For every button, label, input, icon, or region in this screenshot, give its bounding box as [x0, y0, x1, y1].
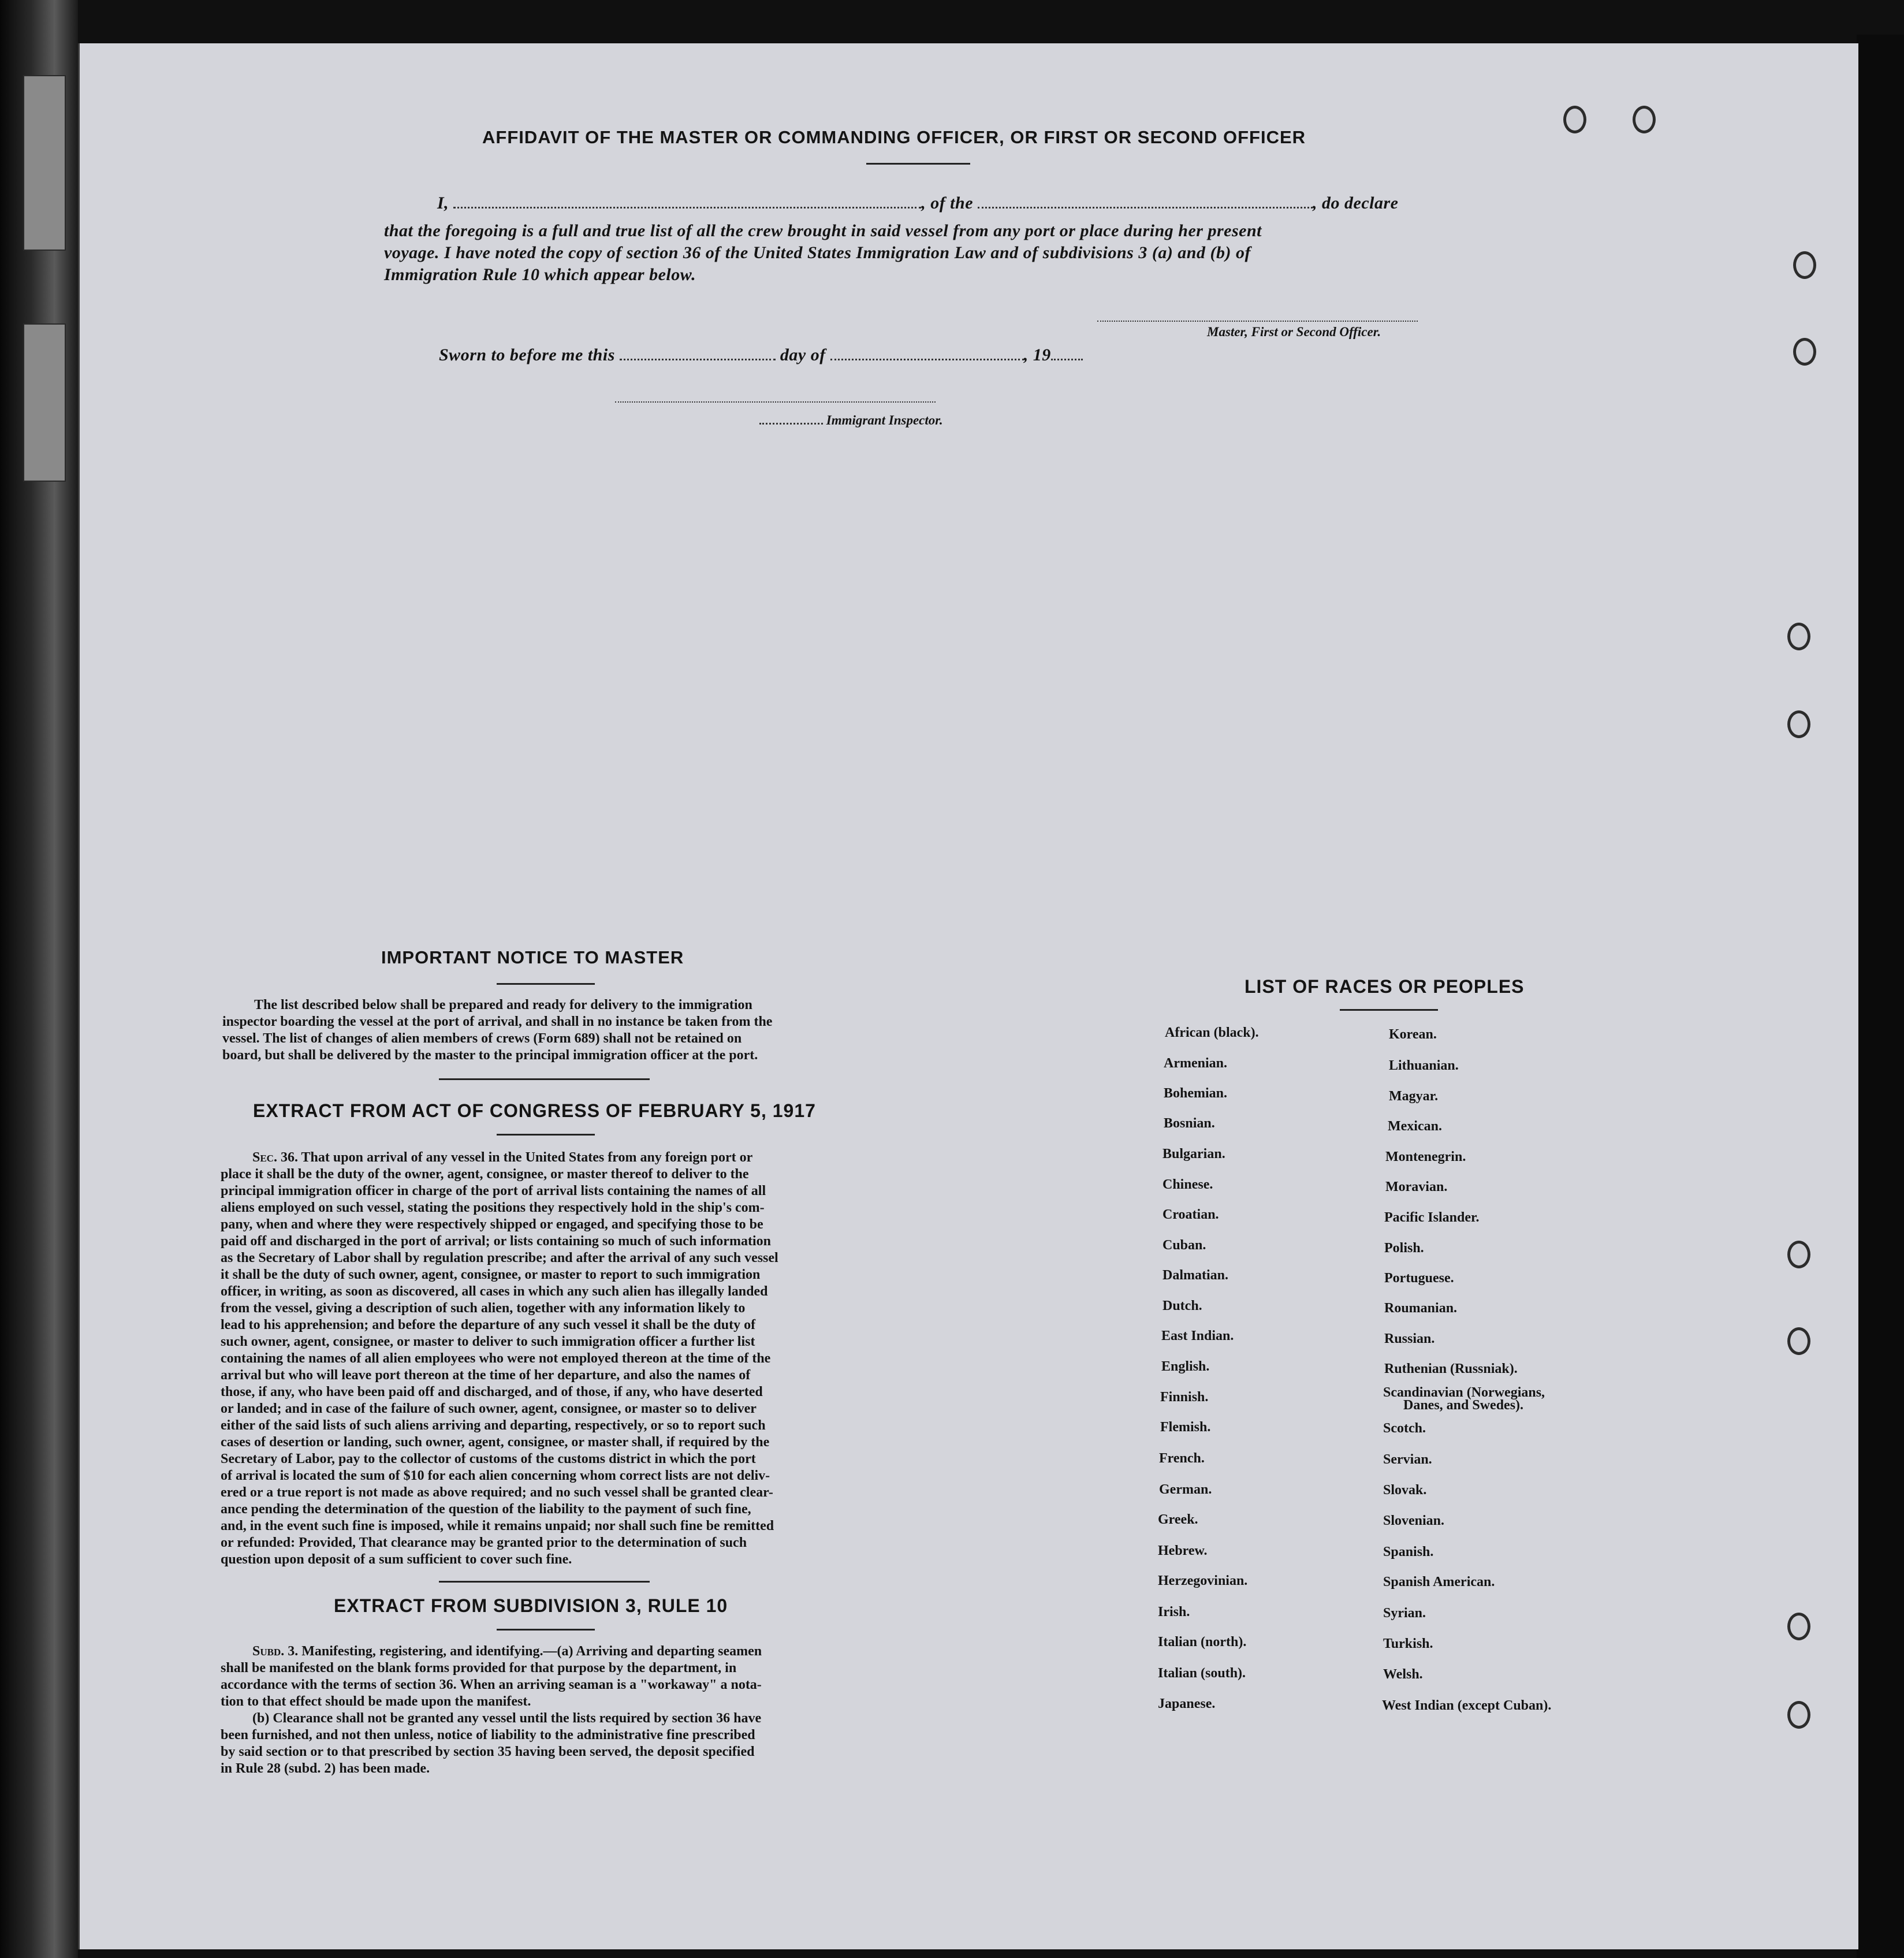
signature-line [1097, 321, 1418, 323]
act-line: or landed; and in case of the failure of such owner, agent, consignee, or master so to deliver [221, 1401, 757, 1416]
act-line: cases of desertion or landing, such owner, agent, consignee, or master shall, if required by the [221, 1435, 770, 1450]
act-line: ance pending the determination of the question of the liability to the payment of such fine, [221, 1502, 751, 1517]
rule-line: accordance with the terms of section 36. When an arriving seaman is a "workaway" a nota- [221, 1677, 762, 1692]
rule-line: (b) Clearance shall not be granted any vessel until the lists required by section 36 have [252, 1711, 762, 1726]
act-line [221, 1149, 863, 1166]
act-line: or refunded: Provided, That clearance may be granted prior to the determination of such [221, 1535, 747, 1550]
act-line: principal immigration officer in charge of the port of arrival lists containing the names of all [221, 1183, 766, 1198]
punch-hole-icon [1787, 1613, 1810, 1640]
race-left: Irish. [1158, 1605, 1190, 1620]
affidavit-line-2: that the foregoing is a full and true list of all the crew brought in said vessel from any port or place during her present [384, 221, 1262, 240]
race-left: Finnish. [1160, 1390, 1209, 1405]
subd-label: Subd. 3. [252, 1644, 299, 1659]
race-right: Danes, and Swedes). [1403, 1398, 1524, 1413]
rule-line: by said section or to that prescribed by section 35 having been served, the deposit specified [221, 1744, 755, 1759]
affidavit-line-1 [437, 193, 1398, 213]
punch-hole-icon [1633, 106, 1656, 133]
rule-title: EXTRACT FROM SUBDIVISION 3, RULE 10 [334, 1595, 728, 1616]
race-right: Mexican. [1388, 1119, 1442, 1134]
act-line: either of the said lists of such aliens arriving and departing, respectively, or so to report such [221, 1418, 766, 1433]
act-line: and, in the event such fine is imposed, while it remains unpaid; nor shall such fine be remitted [221, 1518, 774, 1533]
name-blank [453, 203, 921, 209]
sworn-line [439, 345, 1083, 365]
inspector-dots [759, 420, 823, 425]
affidavit-i: I, [437, 193, 449, 213]
act-line: paid off and discharged in the port of arrival; or lists containing so much of such information [221, 1234, 771, 1249]
race-right: Scotch. [1383, 1421, 1426, 1436]
race-right: Pacific Islander. [1384, 1210, 1480, 1225]
race-left: Armenian. [1164, 1056, 1227, 1071]
act-line: as the Secretary of Labor shall by regulation prescribe; and after the arrival of any such vessel [221, 1250, 778, 1265]
affidavit-line-4: Immigration Rule 10 which appear below. [384, 265, 696, 284]
race-left: English. [1161, 1359, 1210, 1374]
race-right: Spanish American. [1383, 1574, 1495, 1590]
act-line: of arrival is located the sum of $10 for each alien concerning whom correct lists are not deliv- [221, 1468, 770, 1483]
act-line: from the vessel, giving a description of such alien, together with any information likely to [221, 1301, 746, 1316]
day-blank [620, 355, 776, 360]
race-right: Lithuanian. [1389, 1058, 1459, 1073]
punch-hole-icon [1793, 251, 1816, 279]
race-right: Spanish. [1383, 1544, 1434, 1559]
master-caption: Master, First or Second Officer. [1207, 325, 1381, 339]
race-left: African (black). [1165, 1025, 1259, 1040]
race-right-multiline [1383, 1386, 1545, 1412]
affidavit-line-3: voyage. I have noted the copy of section 36 of the United States Immigration Law and of subdivisions 3 (a) and (b) of [384, 243, 1251, 262]
act-line: those, if any, who have been paid off and discharged, and of those, if any, who have deserted [221, 1384, 763, 1399]
scan-left-edge [0, 0, 78, 1958]
day-of-label: day of [780, 345, 826, 364]
race-left: Hebrew. [1158, 1543, 1208, 1558]
notice-line: inspector boarding the vessel at the port of arrival, and shall in no instance be taken from the [222, 1014, 773, 1029]
race-right: Ruthenian (Russniak). [1384, 1361, 1518, 1376]
rule-line: in Rule 28 (subd. 2) has been made. [221, 1761, 430, 1776]
affidavit-do-declare: , do declare [1313, 193, 1399, 213]
race-right: Korean. [1389, 1027, 1437, 1042]
notice-line: vessel. The list of changes of alien members of crews (Form 689) shall not be retained on [222, 1031, 742, 1046]
vessel-blank [978, 203, 1313, 209]
race-left: Bohemian. [1164, 1086, 1228, 1101]
race-right: Turkish. [1383, 1636, 1433, 1651]
race-right: Portuguese. [1384, 1271, 1454, 1286]
scan-edge-strip [23, 323, 66, 482]
act-line: such owner, agent, consignee, or master to deliver to such immigration officer a further list [221, 1334, 755, 1349]
year-label: , 19 [1023, 345, 1051, 364]
act-line: lead to his apprehension; and before the departure of any such vessel it shall be the duty of [221, 1317, 756, 1332]
punch-hole-icon [1563, 106, 1586, 133]
race-right: Slovenian. [1383, 1513, 1445, 1528]
race-right: Roumanian. [1384, 1301, 1458, 1316]
act-line: place it shall be the duty of the owner, agent, consignee, or master thereof to deliver to the [221, 1167, 749, 1182]
inspector-signature-line [615, 401, 936, 404]
race-left: Herzegovinian. [1158, 1573, 1248, 1588]
race-left: Italian (south). [1158, 1666, 1246, 1681]
punch-hole-icon [1787, 1327, 1810, 1355]
act-title: EXTRACT FROM ACT OF CONGRESS OF FEBRUARY 5, 1917 [253, 1100, 816, 1121]
race-left: Flemish. [1160, 1420, 1211, 1435]
race-left: Chinese. [1162, 1177, 1213, 1192]
scan-right-border [1857, 35, 1904, 1958]
race-left: Greek. [1158, 1512, 1198, 1527]
month-blank [830, 355, 1024, 360]
act-line: aliens employed on such vessel, stating the positions they respectively hold in the ship's com- [221, 1200, 765, 1215]
divider [497, 983, 595, 985]
race-right: Slovak. [1383, 1483, 1427, 1498]
race-left: East Indian. [1161, 1328, 1234, 1343]
act-line: officer, in writing, as soon as discovered, all cases in which any such alien has illegally landed [221, 1284, 768, 1299]
year-blank [1051, 355, 1083, 360]
race-left: Cuban. [1162, 1238, 1206, 1253]
act-line: it shall be the duty of such owner, agent, consignee, or master to report to such immigration [221, 1267, 761, 1282]
notice-line: The list described below shall be prepared and ready for delivery to the immigration [254, 997, 752, 1012]
rule-body [221, 1643, 863, 1777]
race-left: Dalmatian. [1162, 1268, 1228, 1283]
race-right: Russian. [1384, 1331, 1435, 1346]
rule-line: been furnished, and not then unless, notice of liability to the administrative fine prescribed [221, 1728, 755, 1743]
race-right: Syrian. [1383, 1606, 1426, 1621]
divider [1340, 1009, 1438, 1011]
act-line: Secretary of Labor, pay to the collector of customs of the customs district in which the port [221, 1451, 756, 1466]
race-left: Dutch. [1162, 1298, 1202, 1313]
race-right: Servian. [1383, 1452, 1432, 1467]
affidavit-of-the: , of the [921, 193, 974, 213]
divider [866, 163, 970, 165]
punch-hole-icon [1787, 1701, 1810, 1729]
race-left: Bosnian. [1164, 1116, 1215, 1131]
race-right: Polish. [1384, 1241, 1424, 1256]
divider [439, 1581, 650, 1583]
act-line: arrival but who will leave port thereon at the time of her departure, and also the names of [221, 1368, 751, 1383]
inspector-caption [759, 413, 943, 428]
race-right: Welsh. [1383, 1667, 1423, 1682]
rule-line [221, 1643, 863, 1660]
rule-line-text: Manifesting, registering, and identifying.—(a) Arriving and departing seamen [301, 1644, 762, 1659]
divider [439, 1078, 650, 1080]
divider [497, 1629, 595, 1631]
divider [497, 1134, 595, 1136]
punch-hole-icon [1787, 710, 1810, 738]
race-left: Japanese. [1158, 1696, 1216, 1711]
punch-hole-icon [1787, 1241, 1810, 1268]
sec-label: Sec. 36. [252, 1150, 298, 1165]
affidavit-title: AFFIDAVIT OF THE MASTER OR COMMANDING OFFICER, OR FIRST OR SECOND OFFICER [482, 127, 1306, 147]
race-right: Moravian. [1385, 1179, 1448, 1194]
race-left: Croatian. [1162, 1207, 1219, 1222]
notice-line: board, but shall be delivered by the master to the principal immigration officer at the port. [222, 1048, 758, 1063]
notice-title: IMPORTANT NOTICE TO MASTER [381, 947, 684, 967]
race-right: Scandinavian (Norwegians, [1383, 1385, 1545, 1400]
inspector-caption-text: Immigrant Inspector. [826, 413, 943, 427]
race-right: Montenegrin. [1385, 1149, 1466, 1164]
scan-edge-strip [23, 75, 66, 251]
act-body [221, 1149, 863, 1568]
act-line: ered or a true report is not made as above required; and no such vessel shall be granted clear- [221, 1485, 773, 1500]
race-left: Bulgarian. [1162, 1146, 1225, 1162]
race-left: German. [1159, 1482, 1212, 1497]
race-left: Italian (north). [1158, 1635, 1247, 1650]
races-title: LIST OF RACES OR PEOPLES [1245, 976, 1525, 997]
race-right: Magyar. [1389, 1089, 1439, 1104]
act-line: question upon deposit of a sum sufficient to cover such fine. [221, 1552, 572, 1567]
race-right: West Indian (except Cuban). [1382, 1698, 1552, 1713]
act-line: pany, when and where they were respectively shipped or engaged, and specifying those to be [221, 1217, 763, 1232]
sworn-label: Sworn to before me this [439, 345, 615, 364]
act-line: containing the names of all alien employees who were not employed thereon at the time of the [221, 1351, 771, 1366]
punch-hole-icon [1787, 623, 1810, 650]
punch-hole-icon [1793, 338, 1816, 366]
notice-body [222, 997, 866, 1064]
race-left: French. [1159, 1451, 1205, 1466]
rule-line: shall be manifested on the blank forms provided for that purpose by the department, in [221, 1661, 737, 1676]
act-line-text: That upon arrival of any vessel in the United States from any foreign port or [301, 1150, 753, 1165]
rule-line: tion to that effect should be made upon the manifest. [221, 1694, 531, 1709]
